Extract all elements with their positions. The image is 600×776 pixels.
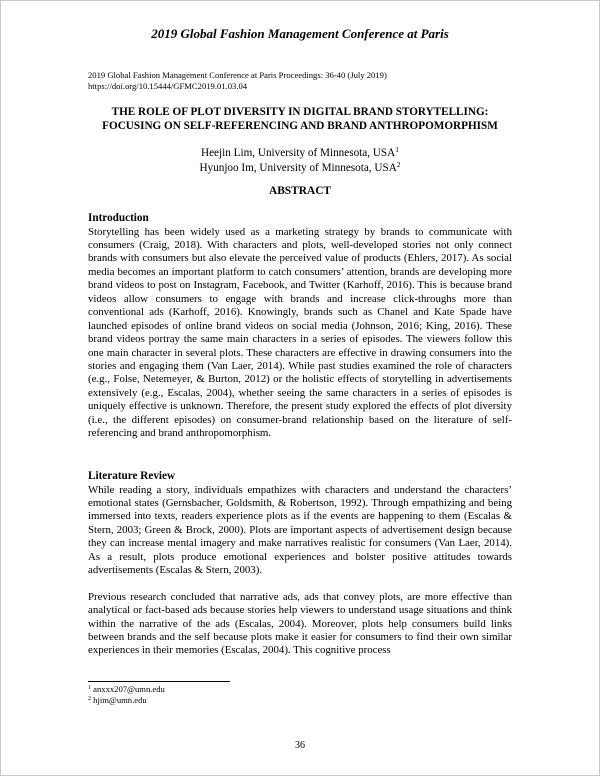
footnote-2-mark: 2 — [88, 696, 91, 702]
author-1 — [0, 146, 600, 161]
footnote-1-mark: 1 — [88, 685, 91, 691]
literature-review-heading: Literature Review — [88, 470, 176, 482]
literature-review-paragraph-1: While reading a story, individuals empathizes with characters and understand the characters’ emotional states (Gernsbacher, Goldsmith, & Robertson, 1992). Through empathizing and being immersed into texts, readers experience plots as if the events are happening to them (Escalas & Stern, 2003; Green & Brock, 2000). Plots are important aspects of advertisement design because they can increase mental imagery and make narratives realistic for consumers (Van Laer, 2014). As a result, plots produce emotional experiences and bolster positive attitudes towards advertisements (Escalas & Stern, 2003). — [88, 483, 512, 577]
proceedings-info — [88, 70, 387, 92]
abstract-heading: ABSTRACT — [268, 185, 332, 197]
proceedings-citation: 2019 Global Fashion Management Conference at Paris Proceedings: 36-40 (July 2019) — [88, 70, 387, 80]
author-1-name: Heejin Lim, University of Minnesota, USA — [201, 147, 396, 159]
introduction-section — [88, 212, 512, 441]
footnote-1 — [88, 684, 165, 695]
page-number: 36 — [295, 740, 305, 751]
doi-link[interactable]: https://doi.org/10.15444/GFMC2019.01.03.04 — [88, 81, 248, 91]
introduction-heading: Introduction — [88, 212, 149, 224]
author-2-name: Hyunjoo Im, University of Minnesota, USA — [199, 162, 397, 174]
author-2-footnote-mark: 2 — [396, 160, 401, 169]
author-list — [0, 146, 600, 176]
footnote-2-email[interactable]: hjim@umn.edu — [93, 695, 147, 705]
literature-review-paragraph-2: Previous research concluded that narrative ads, ads that convey plots, are more effective than analytical or fact-based ads because stories help viewers to understand usage situations and think within the narrative of the ads (Escalas, 2004). Moreover, plots help consumers build links between brands and the self because plots make it easier for consumers to find their own similar experiences in their memories (Escalas, 2004). This cognitive process — [88, 590, 512, 657]
paper-title — [40, 105, 560, 133]
literature-review-section — [88, 470, 512, 658]
introduction-body: Storytelling has been widely used as a marketing strategy by brands to communicate with consumers (Craig, 2018). With characters and plots, well-developed stories not only connect brands with consumers but also elevate the perceived value of products (Ehlers, 2017). As social media becomes an important platform to catch consumers’ attention, brands are developing more brand videos to post on Instagram, Facebook, and Twitter (Karhoff, 2016). This is because brand videos allow consumers to engage with brands and increase click-throughs more than conventional ads (Karhoff, 2016). Knowingly, brands such as Chanel and Kate Spade have launched episodes of online brand videos on social media (Johnson, 2016; King, 2016). These brand videos portray the same main characters in a series of episodes. The viewers follow this one main character in several plots. These characters are effective in drawing consumers into the stories and engaging them (Van Laer, 2014). While past studies examined the role of characters (e.g., Folse, Netemeyer, & Burton, 2012) or the holistic effects of storytelling in advertisements extensively (e.g., Escalas, 2004), whether seeing the same characters in a series of episodes is uniquely effective is unknown. Therefore, the present study explored the effects of plot diversity (i.e., the different episodes) on consumer-brand relationship based on the literature of self-referencing and brand anthropomorphism. — [88, 225, 512, 440]
footnote-2 — [88, 695, 165, 706]
footnotes — [88, 684, 165, 706]
running-head: 2019 Global Fashion Management Conference at Paris — [151, 26, 449, 41]
footnote-divider — [88, 681, 230, 682]
footnote-1-email[interactable]: anxxx207@umn.edu — [93, 684, 165, 694]
title-line-1: THE ROLE OF PLOT DIVERSITY IN DIGITAL BRAND STORYTELLING: — [111, 106, 489, 118]
author-2 — [0, 161, 600, 176]
author-1-footnote-mark: 1 — [395, 145, 399, 154]
title-line-2: FOCUSING ON SELF-REFERENCING AND BRAND ANTHROPOMORPHISM — [102, 120, 498, 132]
